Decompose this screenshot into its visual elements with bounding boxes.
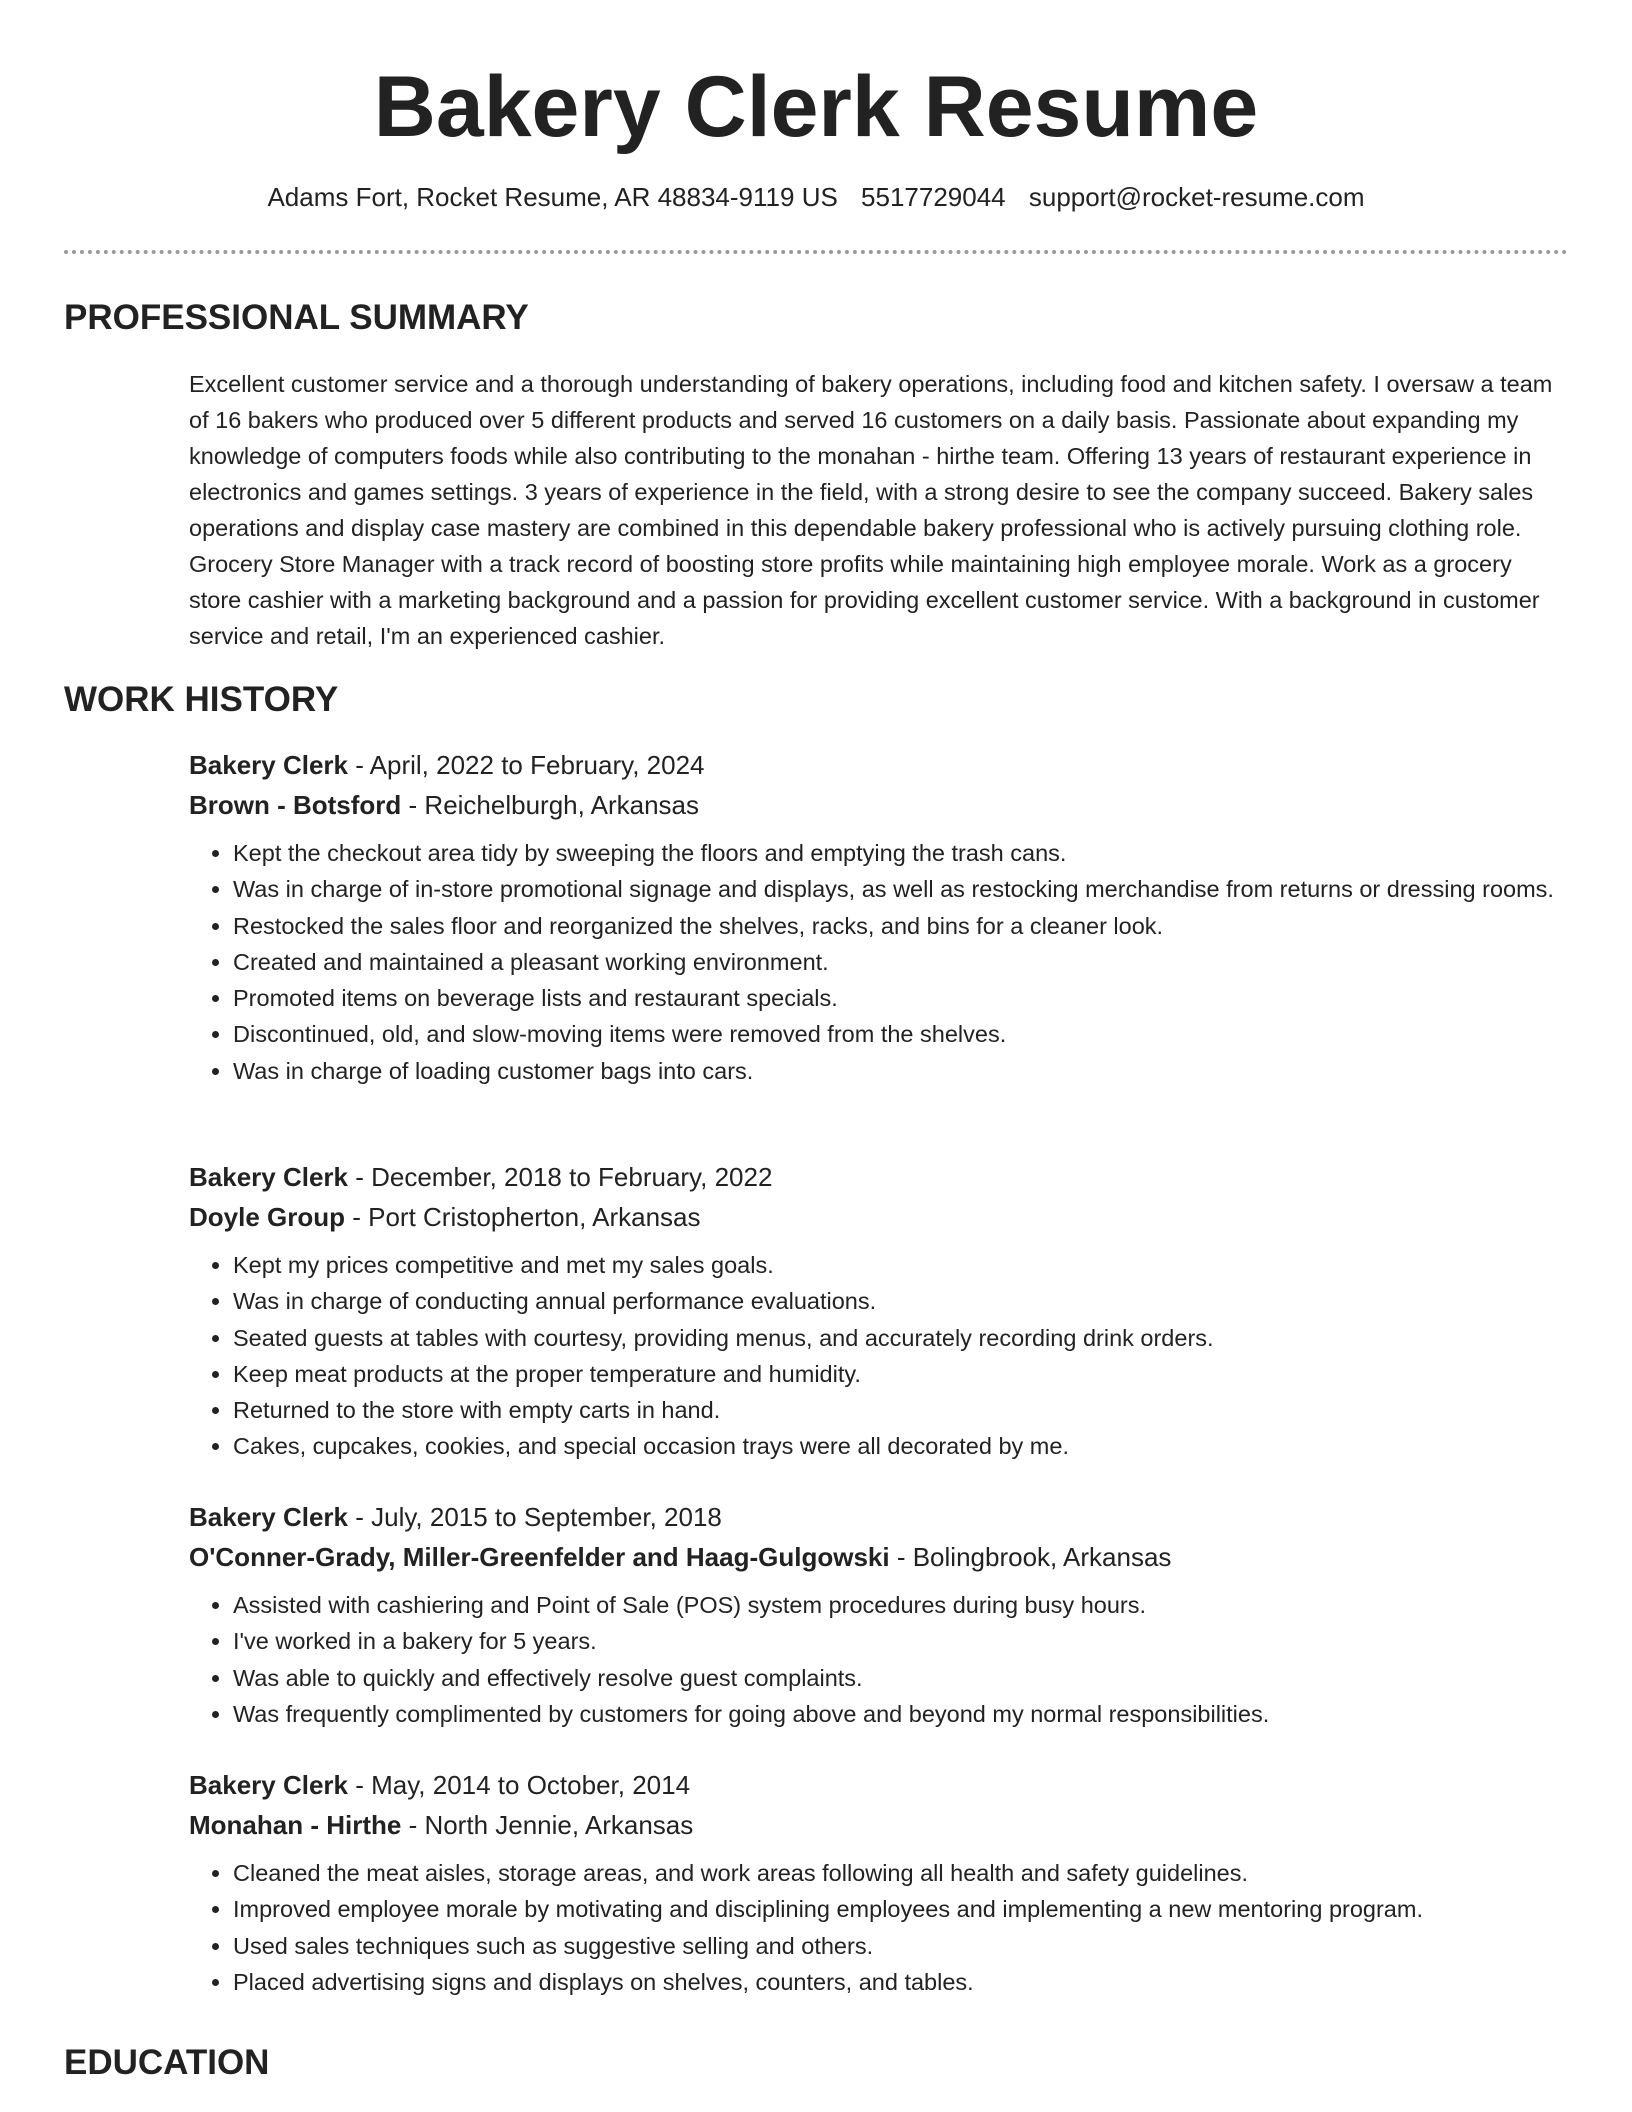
job-location: - Reichelburgh, Arkansas: [401, 790, 700, 820]
contact-phone: 5517729044: [861, 182, 1006, 212]
contact-line: [0, 182, 1632, 213]
job-company: Monahan - Hirthe: [189, 1810, 402, 1840]
duty-item: • Placed advertising signs and displays on shelves, counters, and tables.: [233, 1964, 1569, 2000]
job-title: Bakery Clerk: [189, 1770, 348, 1800]
section-title-work-history: WORK HISTORY: [64, 680, 339, 719]
job-title: Bakery Clerk: [189, 750, 348, 780]
duty-item: • Keep meat products at the proper temperature and humidity.: [233, 1356, 1569, 1392]
job-company-line: [189, 785, 1569, 825]
job-duties-list: [189, 835, 1569, 1089]
duty-item: • Kept the checkout area tidy by sweeping the floors and emptying the trash cans.: [233, 835, 1569, 871]
duty-item: • Was in charge of in-store promotional signage and displays, as well as restocking merchandise from returns or dressing rooms.: [233, 871, 1569, 907]
job-title-line: [189, 1765, 1569, 1805]
section-title-education: EDUCATION: [64, 2043, 270, 2082]
duty-item: • I've worked in a bakery for 5 years.: [233, 1623, 1569, 1659]
job-title: Bakery Clerk: [189, 1502, 348, 1532]
job-dates: - May, 2014 to October, 2014: [348, 1770, 691, 1800]
job-company-line: [189, 1805, 1569, 1845]
job-company: Doyle Group: [189, 1202, 346, 1232]
job-duties-list: [189, 1855, 1569, 2000]
job-entry: [189, 1157, 1569, 1465]
job-location: - Bolingbrook, Arkansas: [889, 1542, 1172, 1572]
duty-item: • Was frequently complimented by customers for going above and beyond my normal responsibilities.: [233, 1696, 1569, 1732]
duty-item: • Discontinued, old, and slow-moving items were removed from the shelves.: [233, 1016, 1569, 1052]
duty-item: • Cakes, cupcakes, cookies, and special occasion trays were all decorated by me.: [233, 1428, 1569, 1464]
job-title: Bakery Clerk: [189, 1162, 348, 1192]
job-duties-list: [189, 1587, 1569, 1732]
job-dates: - December, 2018 to February, 2022: [348, 1162, 773, 1192]
duty-item: • Improved employee morale by motivating and disciplining employees and implementing a new mentoring program.: [233, 1891, 1569, 1927]
duty-item: • Cleaned the meat aisles, storage areas, and work areas following all health and safety guidelines.: [233, 1855, 1569, 1891]
header-divider: [64, 250, 1568, 254]
job-company-line: [189, 1197, 1569, 1237]
job-title-line: [189, 1497, 1569, 1537]
job-title-line: [189, 1157, 1569, 1197]
duty-item: • Kept my prices competitive and met my sales goals.: [233, 1247, 1569, 1283]
duty-item: • Used sales techniques such as suggestive selling and others.: [233, 1928, 1569, 1964]
duty-item: • Was able to quickly and effectively resolve guest complaints.: [233, 1660, 1569, 1696]
job-dates: - April, 2022 to February, 2024: [348, 750, 705, 780]
job-entry: [189, 1765, 1569, 2000]
duty-item: • Was in charge of conducting annual performance evaluations.: [233, 1283, 1569, 1319]
job-location: - Port Cristopherton, Arkansas: [345, 1202, 701, 1232]
job-duties-list: [189, 1247, 1569, 1465]
contact-address: Adams Fort, Rocket Resume, AR 48834-9119 US: [267, 182, 838, 212]
duty-item: • Created and maintained a pleasant working environment.: [233, 944, 1569, 980]
resume-title: Bakery Clerk Resume: [373, 59, 1259, 155]
job-company: O'Conner-Grady, Miller-Greenfelder and Haag-Gulgowski: [189, 1542, 890, 1572]
job-company: Brown - Botsford: [189, 790, 402, 820]
summary-text: Excellent customer service and a thorough understanding of bakery operations, including food and kitchen safety. I oversaw a team of 16 bakers who produced over 5 different products and served 16 customers on a daily basis. Passionate about expanding my knowledge of computers foods while also contributing to the monahan - hirthe team. Offering 13 years of restaurant experience in electronics and games settings. 3 years of experience in the field, with a strong desire to see the company succeed. Bakery sales operations and display case mastery are combined in this dependable bakery professional who is actively pursuing clothing role. Grocery Store Manager with a track record of boosting store profits while maintaining high employee morale. Work as a grocery store cashier with a marketing background and a passion for providing excellent customer service. With a background in customer service and retail, I'm an experienced cashier.: [189, 371, 1553, 649]
section-title-summary: PROFESSIONAL SUMMARY: [64, 298, 529, 337]
duty-item: • Assisted with cashiering and Point of Sale (POS) system procedures during busy hours.: [233, 1587, 1569, 1623]
duty-item: • Promoted items on beverage lists and restaurant specials.: [233, 980, 1569, 1016]
job-entry: [189, 1497, 1569, 1732]
duty-item: • Returned to the store with empty carts in hand.: [233, 1392, 1569, 1428]
job-location: - North Jennie, Arkansas: [401, 1810, 694, 1840]
job-dates: - July, 2015 to September, 2018: [348, 1502, 722, 1532]
duty-item: • Restocked the sales floor and reorganized the shelves, racks, and bins for a cleaner look.: [233, 908, 1569, 944]
duty-item: • Was in charge of loading customer bags into cars.: [233, 1053, 1569, 1089]
job-entry: [189, 745, 1569, 1089]
job-company-line: [189, 1537, 1569, 1577]
job-title-line: [189, 745, 1569, 785]
contact-email: support@rocket-resume.com: [1028, 182, 1365, 212]
duty-item: • Seated guests at tables with courtesy, providing menus, and accurately recording drink orders.: [233, 1320, 1569, 1356]
